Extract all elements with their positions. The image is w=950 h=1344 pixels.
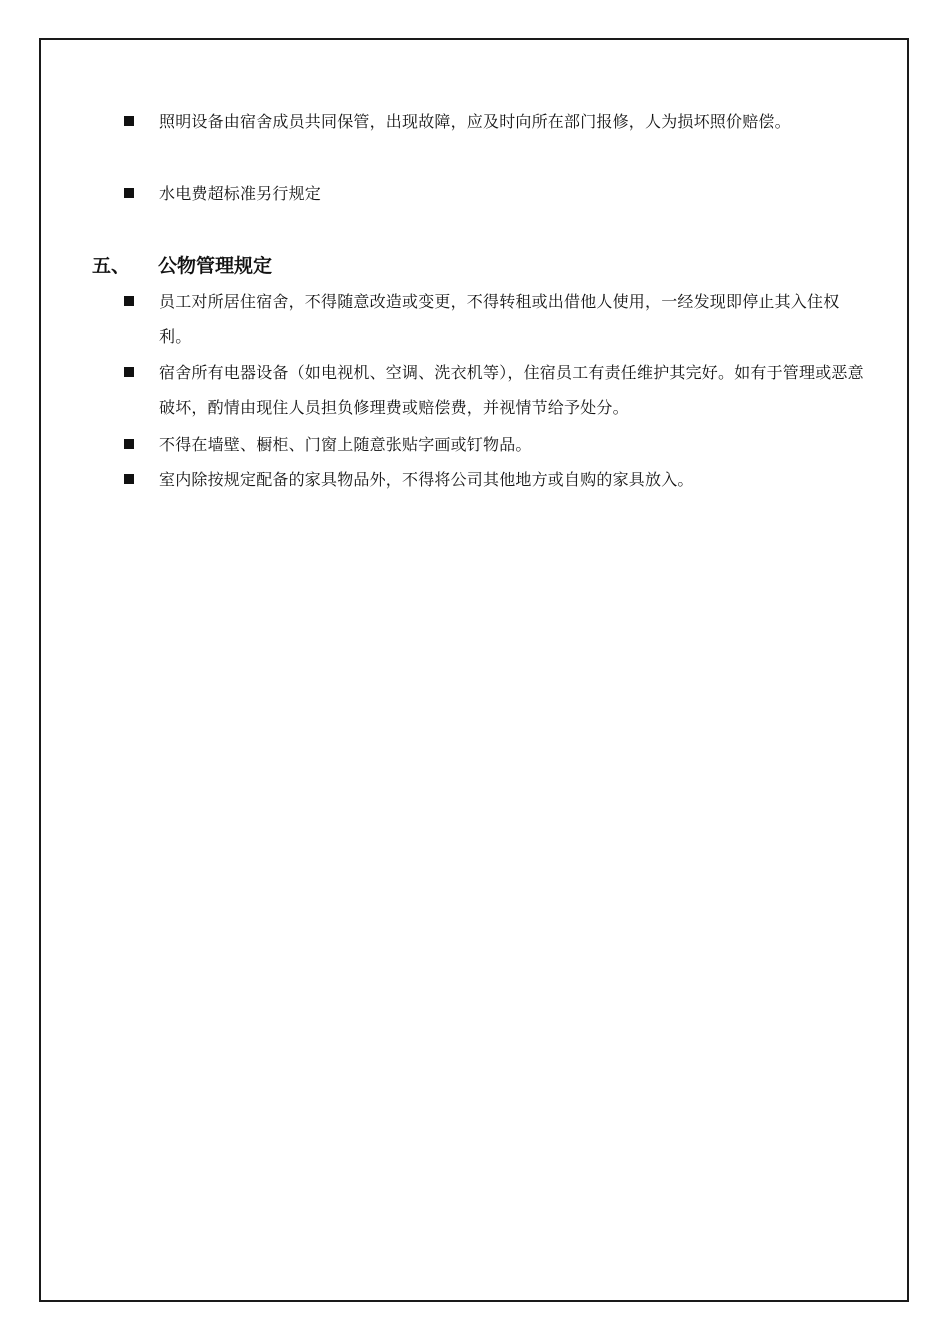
list-item [124,284,864,354]
section-title: 公物管理规定 [158,255,273,277]
square-bullet-icon [124,296,134,306]
list-item-text: 员工对所居住宿舍，不得随意改造或变更，不得转租或出借他人使用，一经发现即停止其入住权利。 [159,292,840,346]
list-item [124,462,864,497]
square-bullet-icon [124,367,134,377]
square-bullet-icon [124,116,134,126]
square-bullet-icon [124,474,134,484]
list-item-text: 室内除按规定配备的家具物品外，不得将公司其他地方或自购的家具放入。 [159,470,694,489]
list-item-text: 照明设备由宿舍成员共同保管，出现故障，应及时向所在部门报修，人为损坏照价赔偿。 [159,112,791,131]
page-border [39,38,909,1302]
square-bullet-icon [124,439,134,449]
list-item-text: 宿舍所有电器设备（如电视机、空调、洗衣机等），住宿员工有责任维护其完好。如有于管理或恶意破坏，酌情由现住人员担负修理费或赔偿费，并视情节给予处分。 [159,363,864,417]
list-item [124,355,864,425]
section-heading [92,251,272,281]
square-bullet-icon [124,188,134,198]
list-item [124,427,864,462]
section-number: 五、 [92,255,131,277]
list-item-text: 水电费超标准另行规定 [159,184,322,203]
list-item [124,104,864,139]
list-item [124,176,864,211]
list-item-text: 不得在墙壁、橱柜、门窗上随意张贴字画或钉物品。 [159,435,532,454]
